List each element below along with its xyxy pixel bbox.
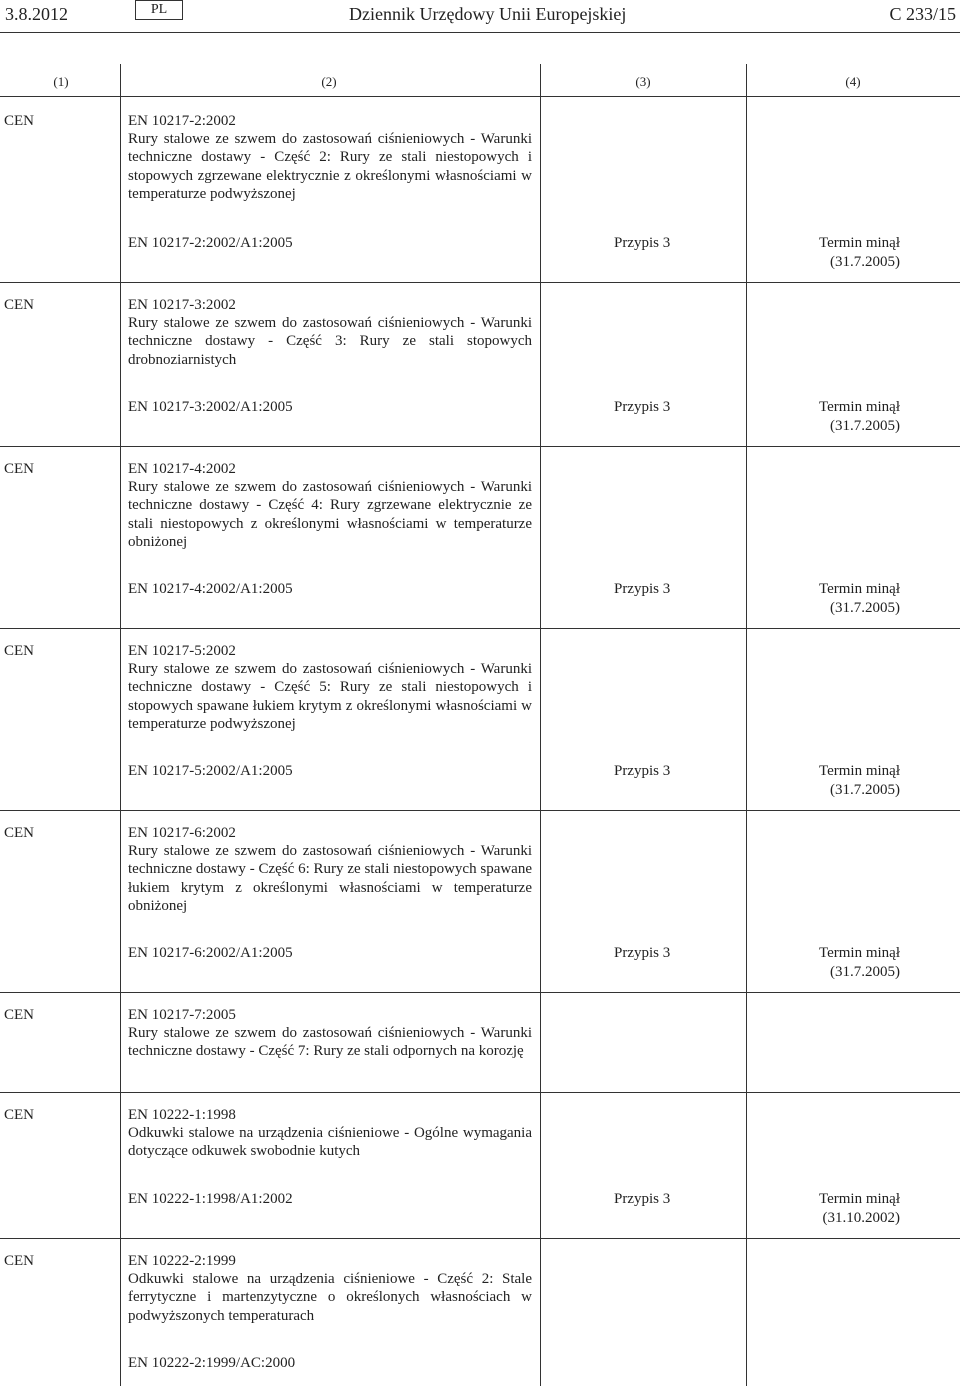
- standard-entry: [128, 642, 532, 733]
- amendment-code: EN 10217-6:2002/A1:2005: [128, 945, 293, 961]
- organisation: CEN: [4, 297, 34, 313]
- footnote-reference: Przypis 3: [614, 945, 671, 961]
- standard-title: Rury stalowe ze szwem do zastosowań ciśnieniowych - Warunki techniczne dostawy - Część 4: Rury zgrzewane elektrycznie ze stali niestopowych z określonymi własnościami w temperaturze obniżonej: [128, 479, 532, 550]
- standard-title: Odkuwki stalowe na urządzenia ciśnieniowe - Ogólne wymagania dotyczące odkuwek swobodnie kutych: [128, 1125, 532, 1160]
- row-border: [0, 1092, 960, 1093]
- standards-table: [0, 64, 960, 1386]
- language-badge: PL: [135, 0, 183, 20]
- standard-entry: [128, 112, 532, 203]
- standard-title: Rury stalowe ze szwem do zastosowań ciśnieniowych - Warunki techniczne dostawy - Część 7: Rury ze stali odpornych na korozję: [128, 1025, 532, 1060]
- standard-code: EN 10217-5:2002: [128, 643, 236, 659]
- cessation-label: Termin minął: [818, 235, 900, 251]
- cessation-date: [819, 580, 900, 617]
- header-row-border: [0, 96, 960, 97]
- standard-code: EN 10222-1:1998: [128, 1107, 236, 1123]
- standard-code: EN 10217-3:2002: [128, 297, 236, 313]
- cessation-date-value: (31.7.2005): [830, 599, 900, 616]
- cessation-date: [819, 1190, 900, 1227]
- row-border: [0, 992, 960, 993]
- standard-entry: [128, 824, 532, 915]
- standard-title: Rury stalowe ze szwem do zastosowań ciśnieniowych - Warunki techniczne dostawy - Część 3: Rury ze stali stopowych drobnoziarnistych: [128, 315, 532, 368]
- amendment-code: EN 10217-2:2002/A1:2005: [128, 235, 293, 251]
- amendment-code: EN 10222-1:1998/A1:2002: [128, 1191, 293, 1207]
- organisation: CEN: [4, 1007, 34, 1023]
- footnote-reference: Przypis 3: [614, 399, 671, 415]
- cessation-label: Termin minął: [818, 763, 900, 779]
- amendment-code: EN 10217-3:2002/A1:2005: [128, 399, 293, 415]
- amendment-code: EN 10217-4:2002/A1:2005: [128, 581, 293, 597]
- cessation-date-value: (31.7.2005): [830, 963, 900, 980]
- amendment-code: EN 10222-2:1999/AC:2000: [128, 1355, 296, 1371]
- standard-code: EN 10217-4:2002: [128, 461, 236, 477]
- organisation: CEN: [4, 1107, 34, 1123]
- organisation: CEN: [4, 113, 34, 129]
- standard-title: Rury stalowe ze szwem do zastosowań ciśnieniowych - Warunki techniczne dostawy - Część 2: Rury ze stali niestopowych i stopowych zgrzewane elektrycznie z określonymi własnościami w temperaturze podwyższonej: [128, 131, 532, 202]
- cessation-label: Termin minął: [818, 399, 900, 415]
- standard-entry: [128, 1006, 532, 1061]
- standard-entry: [128, 460, 532, 551]
- standard-entry: [128, 1252, 532, 1325]
- column-divider: [120, 64, 121, 1386]
- cessation-label: Termin minął: [818, 1191, 900, 1207]
- standard-code: EN 10217-7:2005: [128, 1007, 236, 1023]
- standard-title: Rury stalowe ze szwem do zastosowań ciśnieniowych - Warunki techniczne dostawy - Część 6: Rury ze stali niestopowych spawane łukiem krytym z określonymi własnościami w temperaturze obniżonej: [128, 843, 532, 914]
- standard-code: EN 10222-2:1999: [128, 1253, 236, 1269]
- journal-reference: C 233/15: [889, 4, 956, 24]
- organisation: CEN: [4, 1253, 34, 1269]
- publication-date: 3.8.2012: [5, 4, 68, 24]
- cessation-date-value: (31.7.2005): [830, 781, 900, 798]
- cessation-date: [819, 398, 900, 435]
- row-border: [0, 1238, 960, 1239]
- cessation-label: Termin minął: [818, 581, 900, 597]
- row-border: [0, 446, 960, 447]
- standard-title: Odkuwki stalowe na urządzenia ciśnieniowe - Część 2: Stale ferrytyczne i martenzytyczne o określonych własnościach w podwyższonych temperaturach: [128, 1271, 532, 1324]
- standard-code: EN 10217-2:2002: [128, 113, 236, 129]
- column-divider: [746, 64, 747, 1386]
- row-border: [0, 810, 960, 811]
- standard-code: EN 10217-6:2002: [128, 825, 236, 841]
- footnote-reference: Przypis 3: [614, 763, 671, 779]
- row-border: [0, 282, 960, 283]
- header-rule: [0, 32, 960, 33]
- journal-title: Dziennik Urzędowy Unii Europejskiej: [349, 4, 627, 24]
- cessation-date-value: (31.10.2002): [822, 1209, 900, 1226]
- column-header-1: (1): [53, 74, 69, 89]
- amendment-code: EN 10217-5:2002/A1:2005: [128, 763, 293, 779]
- cessation-date-value: (31.7.2005): [830, 253, 900, 270]
- column-header-2: (2): [321, 74, 337, 89]
- column-header-3: (3): [635, 74, 651, 89]
- column-header-4: (4): [845, 74, 861, 89]
- cessation-date-value: (31.7.2005): [830, 417, 900, 434]
- cessation-date: [819, 944, 900, 981]
- footnote-reference: Przypis 3: [614, 235, 671, 251]
- page-header: [0, 0, 960, 28]
- footnote-reference: Przypis 3: [614, 1191, 671, 1207]
- cessation-label: Termin minął: [818, 945, 900, 961]
- cessation-date: [819, 762, 900, 799]
- column-divider: [540, 64, 541, 1386]
- organisation: CEN: [4, 461, 34, 477]
- standard-entry: [128, 1106, 532, 1161]
- cessation-date: [819, 234, 900, 271]
- organisation: CEN: [4, 825, 34, 841]
- footnote-reference: Przypis 3: [614, 581, 671, 597]
- row-border: [0, 628, 960, 629]
- organisation: CEN: [4, 643, 34, 659]
- standard-entry: [128, 296, 532, 369]
- standard-title: Rury stalowe ze szwem do zastosowań ciśnieniowych - Warunki techniczne dostawy - Część 5: Rury ze stali niestopowych i stopowych spawane łukiem krytym z określonymi własnościami w temperaturze podwyższonej: [128, 661, 532, 732]
